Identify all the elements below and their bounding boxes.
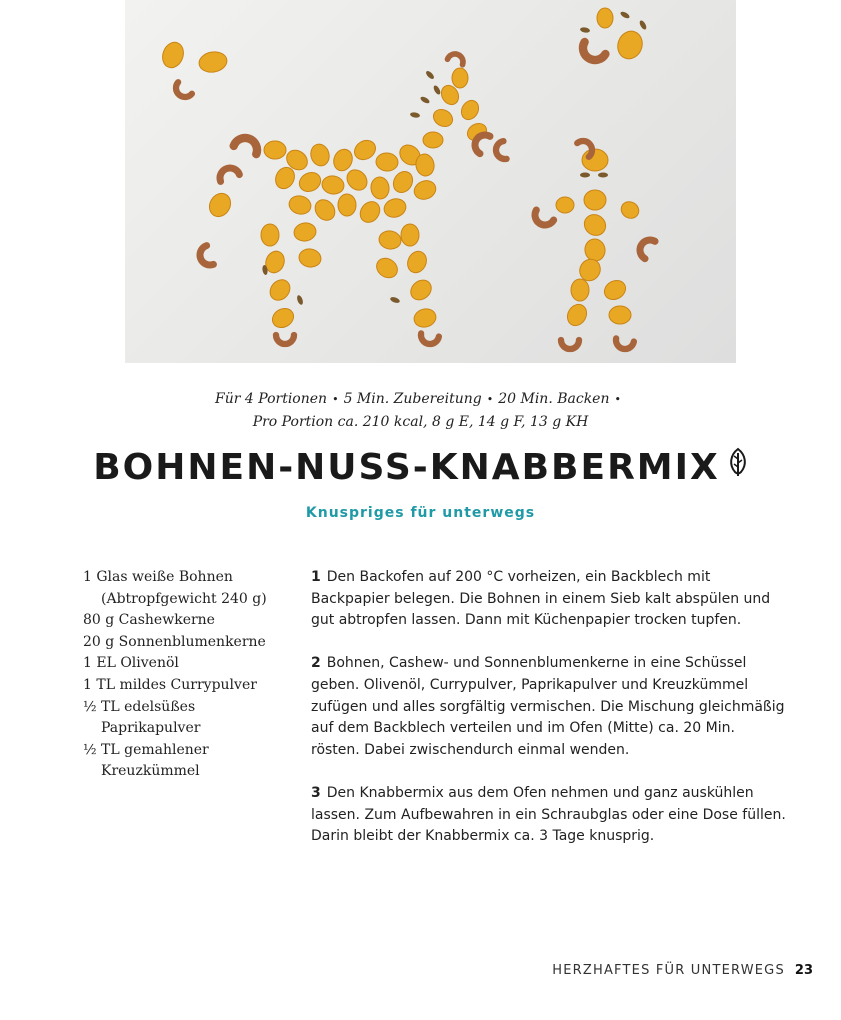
seed-piece — [432, 84, 441, 95]
cashew-piece — [217, 165, 239, 181]
seed-piece — [598, 173, 608, 178]
bean-piece — [458, 97, 482, 122]
ingredient-item: ½ TL edelsüßes Paprikapulver — [83, 698, 201, 737]
cashew-piece — [447, 52, 465, 65]
seed-piece — [638, 19, 647, 30]
bean-piece — [370, 176, 390, 200]
ingredient-item: 1 TL mildes Currypulver — [83, 676, 257, 693]
meta-separator: • — [614, 393, 621, 406]
seed-piece — [389, 296, 400, 304]
seed-piece — [419, 95, 430, 104]
bean-piece — [197, 50, 228, 75]
bean-piece — [614, 28, 646, 63]
bean-piece — [609, 306, 631, 324]
bean-piece — [331, 147, 356, 174]
cashew-piece — [561, 340, 579, 349]
cashew-piece — [172, 82, 192, 100]
cashew-piece — [579, 42, 606, 64]
snack-figure-illustration — [125, 0, 736, 363]
seed-piece — [619, 10, 630, 19]
ingredient-item: 1 EL Olivenöl — [83, 655, 179, 672]
bean-piece — [269, 305, 297, 332]
footer-section-title: HERZHAFTES FÜR UNTERWEGS — [552, 963, 785, 978]
ingredient-item: 80 g Cashewkerne — [83, 612, 215, 629]
cashew-piece — [636, 236, 655, 258]
bean-piece — [296, 169, 324, 195]
seed-piece — [580, 173, 590, 178]
bean-piece — [583, 237, 607, 262]
bean-piece — [601, 277, 629, 304]
step-1 — [311, 567, 786, 632]
bean-piece — [308, 142, 331, 168]
step-3 — [311, 783, 786, 848]
ingredient-item: 1 Glas weiße Bohnen (Abtropfgewicht 240 g) — [83, 569, 267, 607]
bean-piece — [618, 199, 642, 222]
step-number: 2 — [311, 655, 321, 672]
cashew-piece — [234, 135, 261, 154]
bean-piece — [205, 190, 234, 221]
bean-piece — [373, 254, 401, 281]
bean-piece — [356, 198, 383, 226]
step-text: Den Backofen auf 200 °C vorheizen, ein Backblech mit Backpapier belegen. Die Bohnen in einem Sieb kalt abspülen und gut abtropfen lassen. Dann mit Küchenpapier trocken tupfen. — [311, 569, 771, 629]
cashew-piece — [420, 333, 439, 345]
bean-piece — [159, 39, 187, 70]
page-number: 23 — [794, 963, 813, 978]
bean-piece — [564, 301, 591, 329]
bean-piece — [321, 174, 346, 196]
bean-piece — [580, 210, 610, 239]
bean-piece — [584, 190, 606, 210]
meta-line-1 — [0, 388, 841, 411]
meta-prep-time: 5 Min. Zubereitung — [343, 391, 482, 407]
leaf-icon — [728, 443, 748, 489]
bean-piece — [311, 196, 339, 224]
step-text: Bohnen, Cashew- und Sonnenblumenkerne in eine Schüssel geben. Olivenöl, Currypulver, Paprikapulver und Kreuzkümmel zufügen und alles sorgfältig vermischen. Die Mischung gleichmäßig auf dem Backblech verteilen und im Ofen (Mitte) ca. 20 Min. rösten. Dabei zwischendurch einmal wenden. — [311, 655, 785, 758]
meta-separator: • — [486, 393, 494, 406]
bean-piece — [401, 224, 419, 246]
bean-piece — [338, 194, 356, 216]
cashew-piece — [615, 338, 634, 350]
bean-piece — [378, 229, 403, 251]
bean-piece — [430, 106, 455, 130]
meta-portions: Für 4 Portionen — [215, 391, 328, 407]
bean-piece — [390, 168, 417, 196]
ingredient-item: 20 g Sonnenblumenkerne — [83, 633, 266, 650]
seed-piece — [410, 112, 421, 119]
page-footer — [552, 963, 813, 978]
bean-piece — [266, 276, 294, 304]
instruction-steps — [311, 567, 786, 869]
meta-nutrition: Pro Portion ca. 210 kcal, 8 g E, 14 g F, 13 g KH — [252, 414, 589, 430]
ingredient-list — [83, 567, 298, 783]
cashew-piece — [197, 246, 213, 268]
meta-separator: • — [332, 393, 339, 406]
bean-piece — [293, 221, 318, 243]
bean-piece — [351, 137, 379, 164]
bean-piece — [411, 178, 438, 203]
step-text: Den Knabbermix aus dem Ofen nehmen und ganz auskühlen lassen. Zum Aufbewahren in ein Schraubglas oder eine Dose füllen. Darin bleibt der Knabbermix ca. 3 Tage knusprig. — [311, 784, 786, 845]
bean-piece — [261, 224, 279, 246]
recipe-photo — [125, 0, 736, 363]
bean-piece — [582, 149, 608, 171]
ingredient-item: ½ TL gemahlener Kreuzkümmel — [83, 741, 209, 780]
bean-piece — [597, 8, 613, 28]
bean-piece — [343, 166, 371, 194]
recipe-title: BOHNEN-NUSS-KNABBERMIX — [93, 447, 720, 488]
step-number: 1 — [311, 569, 321, 585]
cashew-piece — [531, 210, 553, 229]
bean-piece — [404, 248, 430, 276]
bean-piece — [298, 247, 323, 269]
cashew-piece — [276, 335, 294, 344]
cashew-piece — [495, 141, 507, 160]
recipe-meta — [0, 388, 841, 433]
seed-piece — [580, 27, 591, 34]
step-number: 3 — [311, 784, 321, 801]
seed-piece — [296, 294, 304, 305]
meta-bake-time: 20 Min. Backen — [498, 391, 610, 407]
bean-piece — [452, 68, 468, 88]
seed-piece — [425, 70, 436, 81]
recipe-title-row — [0, 445, 841, 491]
bean-piece — [407, 276, 435, 304]
bean-piece — [264, 141, 286, 159]
bean-piece — [556, 197, 574, 213]
bean-piece — [287, 193, 313, 216]
bean-piece — [571, 279, 589, 301]
recipe-subtitle: Knuspriges für unterwegs — [305, 505, 536, 521]
bean-piece — [382, 196, 408, 220]
bean-piece — [375, 152, 398, 172]
step-2 — [311, 653, 786, 761]
bean-piece — [423, 132, 443, 148]
bean-piece — [412, 306, 438, 329]
